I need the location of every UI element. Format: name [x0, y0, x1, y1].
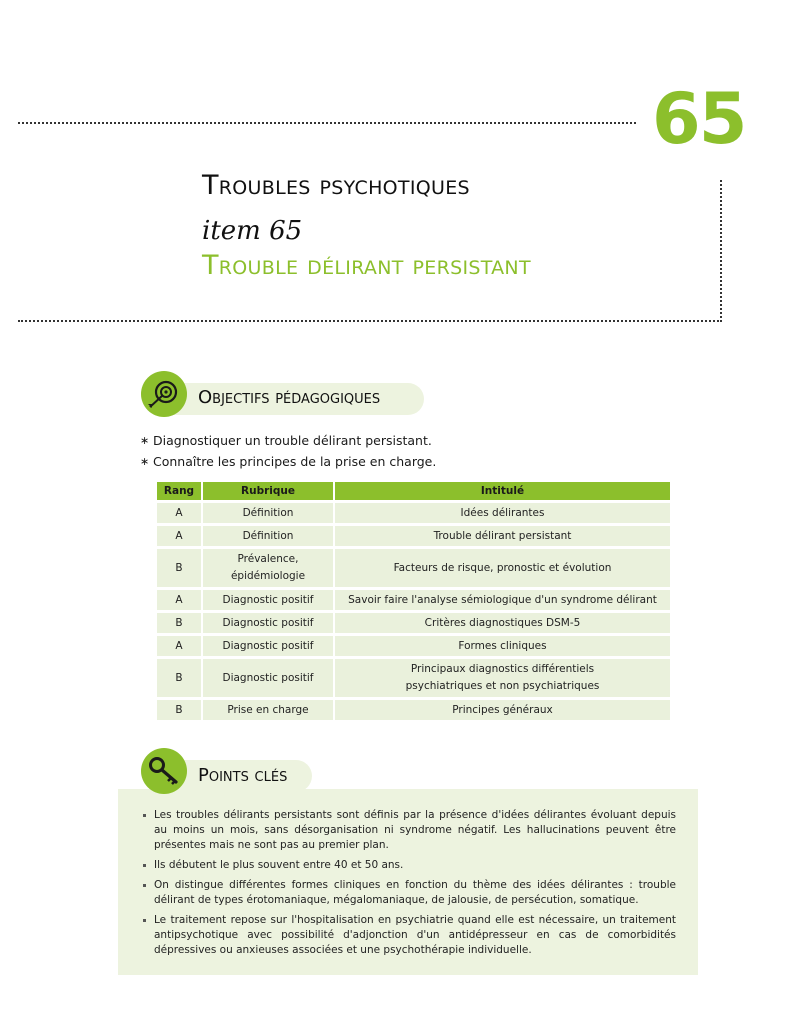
cell-rubrique: Diagnostic positif [203, 636, 333, 656]
objectives-list [140, 430, 436, 472]
chapter-number: 65 [652, 78, 746, 160]
cell-rang: A [157, 503, 201, 523]
chapter-subtitle: Trouble délirant persistant [202, 250, 531, 281]
cell-rang: B [157, 549, 201, 587]
table-row [157, 659, 670, 697]
cell-intitule: Principaux diagnostics différentiels psychiatriques et non psychiatriques [335, 659, 670, 697]
cell-intitule: Idées délirantes [335, 503, 670, 523]
dotted-rule-top [18, 122, 636, 124]
cell-rang: A [157, 636, 201, 656]
key-point-item: On distingue différentes formes cliniques en fonction du thème des idées délirantes : trouble délirant de types érotomaniaque, mégalomaniaque, de jalousie, de persécution, somatique. [142, 878, 676, 908]
header-rang: Rang [157, 482, 201, 500]
cell-intitule: Formes cliniques [335, 636, 670, 656]
table-row [157, 503, 670, 523]
dotted-rule-right [720, 180, 722, 322]
chapter-title: Troubles psychotiques [202, 170, 470, 201]
cell-rubrique: Définition [203, 503, 333, 523]
table-row [157, 590, 670, 610]
cell-intitule: Critères diagnostiques DSM-5 [335, 613, 670, 633]
table-row [157, 549, 670, 587]
key-points-list [142, 808, 676, 963]
key-icon [141, 748, 187, 794]
cell-rubrique: Prise en charge [203, 700, 333, 720]
cell-rang: B [157, 700, 201, 720]
target-icon [141, 371, 187, 417]
objective-item: ∗ Connaître les principes de la prise en charge. [140, 451, 436, 472]
cell-rubrique: Diagnostic positif [203, 659, 333, 697]
cell-rang: A [157, 526, 201, 546]
key-points-title: Points clés [198, 765, 288, 786]
cell-intitule: Principes généraux [335, 700, 670, 720]
cell-intitule: Savoir faire l'analyse sémiologique d'un syndrome délirant [335, 590, 670, 610]
cell-rubrique: Diagnostic positif [203, 590, 333, 610]
item-label: item 65 [202, 216, 303, 246]
table-row [157, 613, 670, 633]
table-row [157, 700, 670, 720]
cell-rubrique: Définition [203, 526, 333, 546]
cell-rang: B [157, 613, 201, 633]
objectives-title: Objectifs pédagogiques [198, 387, 381, 408]
key-point-item: Ils débutent le plus souvent entre 40 et 50 ans. [142, 858, 676, 873]
cell-rang: A [157, 590, 201, 610]
objectives-table [155, 479, 672, 723]
objective-item: ∗ Diagnostiquer un trouble délirant persistant. [140, 430, 436, 451]
cell-intitule: Trouble délirant persistant [335, 526, 670, 546]
table-row [157, 636, 670, 656]
key-point-item: Le traitement repose sur l'hospitalisation en psychiatrie quand elle est nécessaire, un traitement antipsychotique avec possibilité d'adjonction d'un antidépresseur en cas de comorbidités dépressives ou anxieuses associées et une psychothérapie individuelle. [142, 913, 676, 958]
header-rubrique: Rubrique [203, 482, 333, 500]
table-header-row [157, 482, 670, 500]
key-point-item: Les troubles délirants persistants sont définis par la présence d'idées délirantes évoluant depuis au moins un mois, sans désorganisation ni syndrome négatif. Les hallucinations peuvent être présentes mais ne sont pas au premier plan. [142, 808, 676, 853]
header-intitule: Intitulé [335, 482, 670, 500]
dotted-rule-bottom [18, 320, 722, 322]
cell-rubrique: Prévalence, épidémiologie [203, 549, 333, 587]
cell-rang: B [157, 659, 201, 697]
cell-intitule: Facteurs de risque, pronostic et évolution [335, 549, 670, 587]
cell-rubrique: Diagnostic positif [203, 613, 333, 633]
table-row [157, 526, 670, 546]
